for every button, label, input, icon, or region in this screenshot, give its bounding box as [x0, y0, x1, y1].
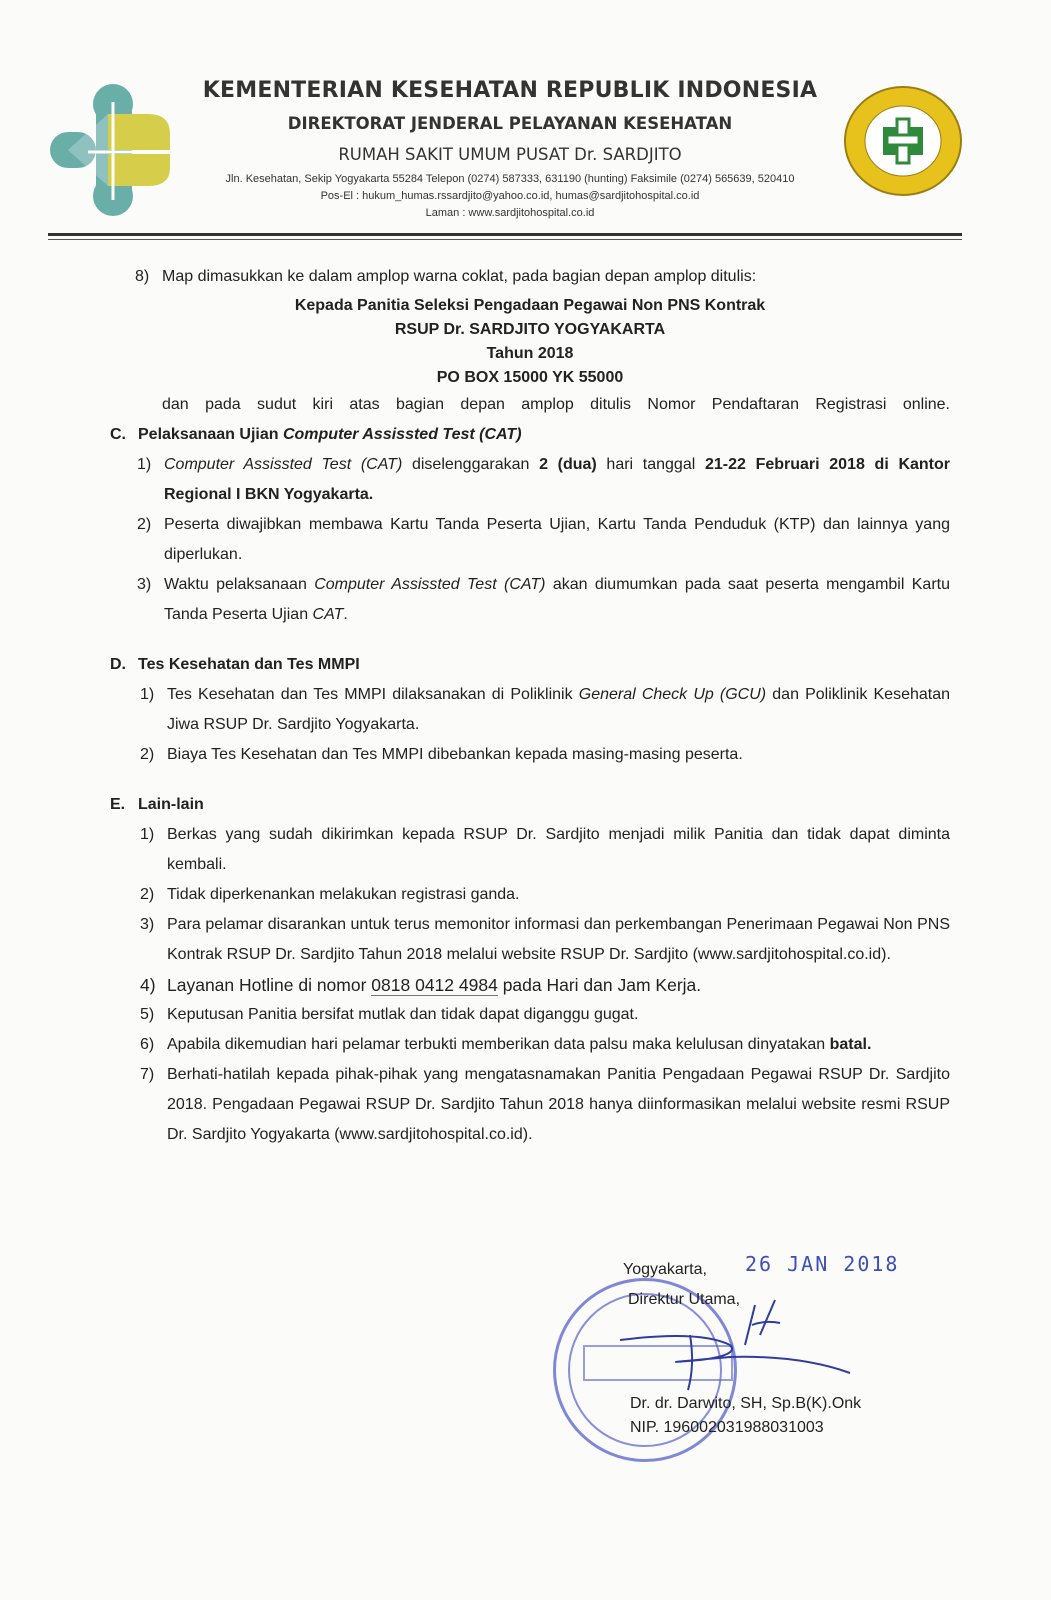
letterhead-website: Laman : www.sardjitohospital.co.id — [425, 207, 595, 219]
item-text — [167, 910, 950, 970]
item-number: 7) — [140, 1066, 155, 1083]
signatory-name: Dr. dr. Darwito, SH, Sp.B(K).Onk — [630, 1395, 862, 1412]
text-segment: Tes Kesehatan dan Tes MMPI — [138, 656, 360, 673]
item-text — [167, 820, 950, 880]
text-segment: General Check Up (GCU) — [578, 686, 767, 703]
text-segment: Biaya Tes Kesehatan dan Tes MMPI dibebankan kepada masing-masing peserta. — [167, 746, 743, 763]
item-text — [167, 970, 950, 1000]
item-text — [167, 1000, 950, 1030]
item-text — [167, 740, 950, 770]
section-letter: D. — [110, 656, 126, 673]
item-text — [167, 880, 950, 910]
text-segment: Keputusan Panitia bersifat mutlak dan tidak dapat diganggu gugat. — [167, 1006, 639, 1023]
sections — [110, 420, 950, 1150]
text-segment: Pelaksanaan Ujian — [138, 426, 283, 443]
item-number: 4) — [140, 975, 156, 995]
letterhead-rule — [48, 233, 962, 236]
section-heading — [110, 650, 950, 680]
text-segment: Computer Assissted Test (CAT) — [282, 426, 522, 443]
envelope-line: Tahun 2018 — [486, 345, 574, 362]
list-item — [110, 570, 950, 630]
section-heading — [110, 790, 950, 820]
list-item — [110, 680, 950, 740]
item-text — [167, 1060, 950, 1150]
text-segment: batal. — [829, 1036, 872, 1053]
letterhead-rule-thin — [48, 239, 962, 240]
text-segment: Lain-lain — [138, 796, 204, 813]
item-number: 5) — [140, 1006, 155, 1023]
envelope-line: PO BOX 15000 YK 55000 — [436, 369, 624, 386]
item-text — [164, 570, 950, 630]
item-text — [164, 450, 950, 510]
letterhead-address: Jln. Kesehatan, Sekip Yogyakarta 55284 Telepon (0274) 587333, 631190 (hunting) Faksimile (0274) 565639, 520410 — [225, 173, 795, 185]
item-text: Map dimasukkan ke dalam amplop warna coklat, pada bagian depan amplop ditulis: — [162, 268, 757, 285]
section-title — [138, 420, 522, 450]
list-item — [110, 880, 950, 910]
text-segment: diselenggarakan — [402, 456, 540, 473]
text-segment: Berhati-hatilah kepada pihak-pihak yang mengatasnamakan Panitia Pengadaan Pegawai RSUP Dr. Sardjito 2018. Pengadaan Pegawai RSUP Dr. Sardjito Tahun 2018 hanya diinformasikan melalui website resmi RSUP Dr. Sardjito Yogyakarta (www.sardjitohospital.co.id). — [167, 1066, 950, 1143]
list-item — [110, 1030, 950, 1060]
signatory-nip: NIP. 196002031988031003 — [630, 1419, 824, 1436]
item-number: 6) — [140, 1036, 155, 1053]
text-segment: dan Poliklinik Kesehatan Jiwa RSUP Dr. Sardjito Yogyakarta. — [167, 686, 951, 733]
letterhead-email: Pos-El : hukum_humas.rssardjito@yahoo.co.id, humas@sardjitohospital.co.id — [320, 190, 700, 202]
list-item — [110, 910, 950, 970]
text-segment: Peserta diwajibkan membawa Kartu Tanda Peserta Ujian, Kartu Tanda Penduduk (KTP) dan lainnya yang diperlukan. — [164, 516, 950, 563]
envelope-instructions — [110, 262, 950, 420]
ministry-logo — [48, 82, 172, 218]
signature-place: Yogyakarta, — [623, 1261, 707, 1278]
handwritten-signature — [580, 1295, 870, 1395]
section-title — [138, 650, 360, 680]
text-segment: Para pelamar disarankan untuk terus memonitor informasi dan perkembangan Penerimaan Pegawai Non PNS Kontrak RSUP Dr. Sardjito Tahun 2018 melalui website RSUP Dr. Sardjito (www.sardjitohospital.co.id). — [167, 916, 950, 963]
text-segment: Layanan Hotline di nomor — [167, 975, 372, 995]
item-number: 2) — [137, 516, 152, 533]
envelope-address — [110, 294, 950, 390]
text-segment: Tes Kesehatan dan Tes MMPI dilaksanakan di Poliklinik — [167, 686, 579, 703]
text-segment: 2 (dua) — [539, 456, 597, 473]
list-item — [110, 1000, 950, 1030]
envelope-note: dan pada sudut kiri atas bagian depan amplop ditulis Nomor Pendaftaran Registrasi online. — [162, 396, 950, 413]
list-item — [110, 740, 950, 770]
item-text — [167, 680, 950, 740]
text-segment: 21-22 Februari 2018 di Kantor Regional I BKN Yogyakarta. — [164, 456, 950, 503]
item-text — [167, 1030, 950, 1060]
letterhead-ministry: KEMENTERIAN KESEHATAN REPUBLIK INDONESIA — [202, 78, 818, 103]
section-letter: E. — [110, 796, 126, 813]
text-segment: Berkas yang sudah dikirimkan kepada RSUP Dr. Sardjito menjadi milik Panitia dan tidak dapat diminta kembali. — [167, 826, 950, 873]
text-segment: Computer Assissted Test (CAT) — [314, 576, 546, 593]
text-segment: CAT — [312, 606, 344, 623]
text-segment: pada Hari dan Jam Kerja. — [497, 975, 702, 995]
signature-date-stamp: 26 JAN 2018 — [745, 1252, 900, 1276]
list-item — [110, 450, 950, 510]
text-segment: Tidak diperkenankan melakukan registrasi ganda. — [167, 886, 520, 903]
hospital-seal-logo — [843, 85, 963, 197]
text-segment: Computer Assissted Test (CAT) — [164, 456, 403, 473]
item-number: 3) — [137, 576, 152, 593]
envelope-line: RSUP Dr. SARDJITO YOGYAKARTA — [394, 321, 666, 338]
text-segment: Waktu pelaksanaan — [164, 576, 315, 593]
item-number: 1) — [137, 456, 152, 473]
list-item — [110, 820, 950, 880]
item-number: 2) — [140, 746, 155, 763]
section-heading — [110, 420, 950, 450]
text-segment: akan diumumkan pada saat peserta mengambil Kartu Tanda Peserta Ujian — [164, 576, 950, 623]
signature-position: Direktur Utama, — [628, 1291, 741, 1308]
list-item — [110, 1060, 950, 1150]
list-item — [110, 970, 950, 1000]
item-number: 1) — [140, 686, 155, 703]
text-segment: Apabila dikemudian hari pelamar terbukti memberikan data palsu maka kelulusan dinyatakan — [167, 1036, 830, 1053]
letterhead-directorate: DIREKTORAT JENDERAL PELAYANAN KESEHATAN — [287, 114, 733, 133]
list-item — [110, 510, 950, 570]
item-number: 1) — [140, 826, 155, 843]
item-number: 3) — [140, 916, 155, 933]
section-title — [138, 790, 204, 820]
letterhead-hospital: RUMAH SAKIT UMUM PUSAT Dr. SARDJITO — [338, 145, 682, 164]
text-segment: . — [343, 606, 348, 623]
envelope-line: Kepada Panitia Seleksi Pengadaan Pegawai Non PNS Kontrak — [294, 297, 766, 314]
text-segment: 0818 0412 4984 — [371, 975, 498, 995]
section-letter: C. — [110, 426, 126, 443]
item-text — [164, 510, 950, 570]
item-number: 2) — [140, 886, 155, 903]
text-segment: hari tanggal — [596, 456, 705, 473]
item-number: 8) — [135, 268, 150, 285]
